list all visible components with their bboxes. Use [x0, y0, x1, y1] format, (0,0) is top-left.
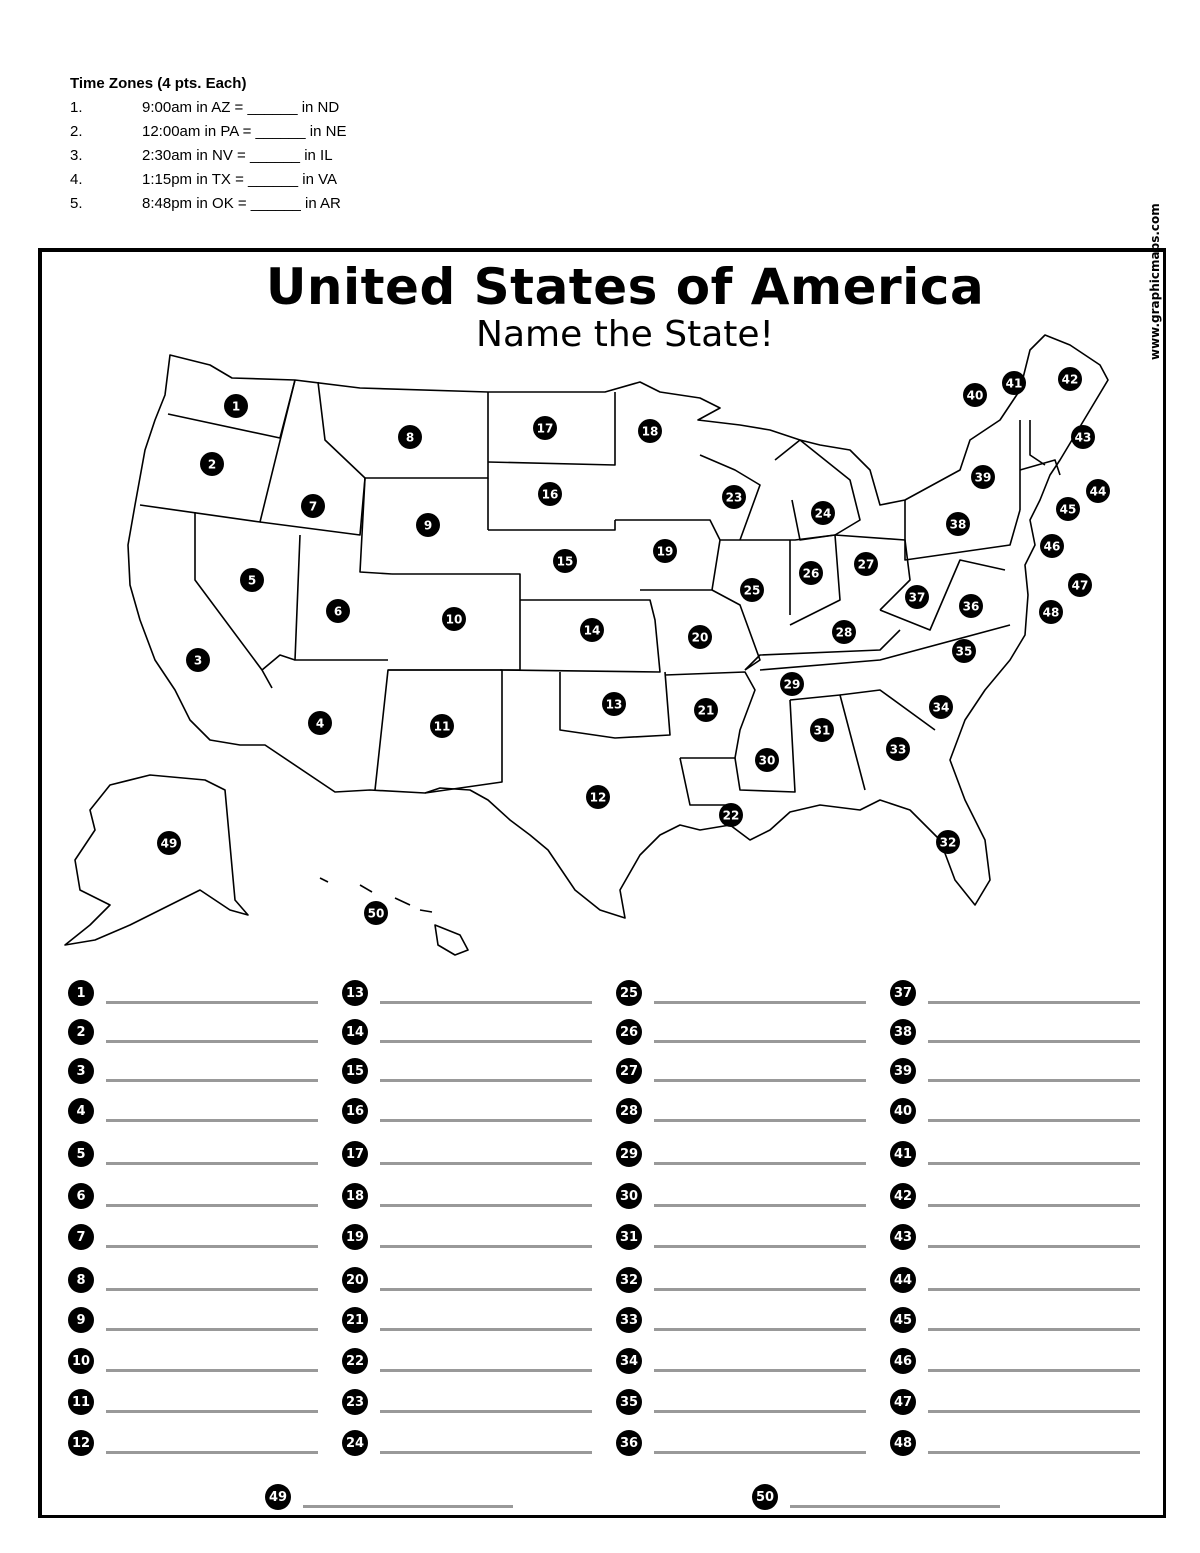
- answer-number-badge: 29: [616, 1141, 642, 1167]
- answer-item-6: [68, 1181, 318, 1209]
- answer-item-20: [342, 1265, 592, 1293]
- marker-number: 3: [193, 653, 203, 668]
- answer-blank-line[interactable]: [106, 1001, 318, 1004]
- answer-number-badge: 46: [890, 1348, 916, 1374]
- answer-blank-line[interactable]: [928, 1328, 1140, 1331]
- answer-item-30: [616, 1181, 866, 1209]
- answer-number-badge: 12: [68, 1430, 94, 1456]
- map-credit: www.graphicmaps.com: [1148, 203, 1162, 360]
- answer-item-14: [342, 1017, 592, 1045]
- marker-number: 28: [835, 625, 853, 640]
- answer-blank-line[interactable]: [106, 1369, 318, 1372]
- marker-number: 4: [315, 716, 325, 731]
- answer-item-22: [342, 1346, 592, 1374]
- answer-item-34: [616, 1346, 866, 1374]
- marker-number: 48: [1042, 605, 1060, 620]
- answer-number-badge: 31: [616, 1224, 642, 1250]
- marker-number: 9: [423, 518, 433, 533]
- answer-number-badge: 17: [342, 1141, 368, 1167]
- answer-item-12: [68, 1428, 318, 1456]
- answer-blank-line[interactable]: [654, 1369, 866, 1372]
- marker-number: 23: [725, 490, 743, 505]
- answer-number-badge: 1: [68, 980, 94, 1006]
- answer-item-8: [68, 1265, 318, 1293]
- answer-blank-line[interactable]: [654, 1204, 866, 1207]
- answer-blank-line[interactable]: [654, 1119, 866, 1122]
- answer-item-16: [342, 1096, 592, 1124]
- answer-number-badge: 32: [616, 1267, 642, 1293]
- marker-number: 25: [743, 583, 761, 598]
- answer-item-1: [68, 978, 318, 1006]
- answer-blank-line[interactable]: [380, 1410, 592, 1413]
- answer-item-28: [616, 1096, 866, 1124]
- answer-number-badge: 49: [265, 1484, 291, 1510]
- answer-number-badge: 33: [616, 1307, 642, 1333]
- answer-blank-line[interactable]: [654, 1328, 866, 1331]
- answer-blank-line[interactable]: [380, 1119, 592, 1122]
- tz-question-text: 8:48pm in OK = ______ in AR: [142, 195, 341, 212]
- answer-number-badge: 35: [616, 1389, 642, 1415]
- answer-item-42: [890, 1181, 1140, 1209]
- answer-blank-line[interactable]: [106, 1245, 318, 1248]
- marker-number: 35: [955, 644, 973, 659]
- answer-item-47: [890, 1387, 1140, 1415]
- answer-number-badge: 47: [890, 1389, 916, 1415]
- marker-number: 40: [966, 388, 984, 403]
- marker-number: 5: [247, 573, 257, 588]
- answer-blank-line[interactable]: [928, 1288, 1140, 1291]
- time-zones-title: Time Zones (4 pts. Each): [70, 75, 247, 92]
- answer-number-badge: 41: [890, 1141, 916, 1167]
- answer-blank-line[interactable]: [303, 1505, 513, 1508]
- answer-number-badge: 16: [342, 1098, 368, 1124]
- answer-item-24: [342, 1428, 592, 1456]
- answer-number-badge: 37: [890, 980, 916, 1006]
- tz-question-text: 2:30am in NV = ______ in IL: [142, 147, 333, 164]
- answer-number-badge: 9: [68, 1307, 94, 1333]
- answer-number-badge: 38: [890, 1019, 916, 1045]
- answer-item-15: [342, 1056, 592, 1084]
- answer-item-35: [616, 1387, 866, 1415]
- answer-blank-line[interactable]: [106, 1204, 318, 1207]
- answer-blank-line[interactable]: [380, 1162, 592, 1165]
- answer-blank-line[interactable]: [106, 1119, 318, 1122]
- answer-blank-line[interactable]: [928, 1119, 1140, 1122]
- answer-item-23: [342, 1387, 592, 1415]
- marker-number: 42: [1061, 372, 1079, 387]
- marker-number: 47: [1071, 578, 1089, 593]
- answer-item-45: [890, 1305, 1140, 1333]
- answer-item-36: [616, 1428, 866, 1456]
- answer-number-badge: 5: [68, 1141, 94, 1167]
- answer-item-38: [890, 1017, 1140, 1045]
- answer-number-badge: 39: [890, 1058, 916, 1084]
- marker-number: 8: [405, 430, 415, 445]
- tz-question-number: 2.: [70, 123, 83, 140]
- answer-blank-line[interactable]: [106, 1410, 318, 1413]
- answer-number-badge: 6: [68, 1183, 94, 1209]
- marker-number: 21: [697, 703, 715, 718]
- answer-item-32: [616, 1265, 866, 1293]
- answer-number-badge: 40: [890, 1098, 916, 1124]
- answer-blank-line[interactable]: [380, 1288, 592, 1291]
- answer-number-badge: 21: [342, 1307, 368, 1333]
- answer-item-18: [342, 1181, 592, 1209]
- answer-number-badge: 22: [342, 1348, 368, 1374]
- marker-number: 19: [656, 544, 674, 559]
- answer-item-37: [890, 978, 1140, 1006]
- marker-number: 1: [231, 399, 241, 414]
- answer-blank-line[interactable]: [790, 1505, 1000, 1508]
- marker-number: 11: [433, 719, 451, 734]
- answer-item-29: [616, 1139, 866, 1167]
- marker-number: 36: [962, 599, 980, 614]
- marker-number: 27: [857, 557, 875, 572]
- answer-number-badge: 50: [752, 1484, 778, 1510]
- tz-question-number: 5.: [70, 195, 83, 212]
- answer-number-badge: 14: [342, 1019, 368, 1045]
- answer-item-41: [890, 1139, 1140, 1167]
- answer-number-badge: 30: [616, 1183, 642, 1209]
- answer-blank-line[interactable]: [380, 1001, 592, 1004]
- marker-number: 46: [1043, 539, 1061, 554]
- marker-number: 2: [207, 457, 217, 472]
- marker-number: 14: [583, 623, 601, 638]
- marker-number: 31: [813, 723, 831, 738]
- marker-number: 13: [605, 697, 623, 712]
- answer-number-badge: 45: [890, 1307, 916, 1333]
- tz-question-number: 4.: [70, 171, 83, 188]
- answer-blank-line[interactable]: [654, 1040, 866, 1043]
- answer-item-33: [616, 1305, 866, 1333]
- answer-blank-line[interactable]: [380, 1079, 592, 1082]
- marker-number: 33: [889, 742, 907, 757]
- answer-item-2: [68, 1017, 318, 1045]
- marker-number: 44: [1089, 484, 1107, 499]
- answer-item-40: [890, 1096, 1140, 1124]
- answer-item-10: [68, 1346, 318, 1374]
- answer-blank-line[interactable]: [928, 1162, 1140, 1165]
- marker-number: 20: [691, 630, 709, 645]
- answer-number-badge: 28: [616, 1098, 642, 1124]
- answer-number-badge: 15: [342, 1058, 368, 1084]
- answer-number-badge: 48: [890, 1430, 916, 1456]
- marker-number: 45: [1059, 502, 1077, 517]
- marker-number: 26: [802, 566, 820, 581]
- marker-number: 30: [758, 753, 776, 768]
- answer-number-badge: 42: [890, 1183, 916, 1209]
- tz-question-number: 3.: [70, 147, 83, 164]
- answer-number-badge: 10: [68, 1348, 94, 1374]
- answer-item-25: [616, 978, 866, 1006]
- answer-item-5: [68, 1139, 318, 1167]
- marker-number: 49: [160, 836, 178, 851]
- answer-blank-line[interactable]: [654, 1288, 866, 1291]
- answer-blank-line[interactable]: [654, 1001, 866, 1004]
- answer-item-13: [342, 978, 592, 1006]
- answer-item-9: [68, 1305, 318, 1333]
- answer-number-badge: 20: [342, 1267, 368, 1293]
- marker-number: 34: [932, 700, 950, 715]
- marker-number: 12: [589, 790, 607, 805]
- answer-number-badge: 8: [68, 1267, 94, 1293]
- worksheet-title: United States of America: [265, 258, 985, 316]
- tz-question-text: 9:00am in AZ = ______ in ND: [142, 99, 340, 116]
- answer-number-badge: 44: [890, 1267, 916, 1293]
- marker-number: 22: [722, 808, 740, 823]
- answer-number-badge: 43: [890, 1224, 916, 1250]
- answer-number-badge: 25: [616, 980, 642, 1006]
- answer-number-badge: 26: [616, 1019, 642, 1045]
- answer-blank-line[interactable]: [654, 1451, 866, 1454]
- marker-number: 39: [974, 470, 992, 485]
- marker-number: 17: [536, 421, 554, 436]
- answer-blank-line[interactable]: [106, 1079, 318, 1082]
- answer-blank-line[interactable]: [380, 1040, 592, 1043]
- answer-blank-line[interactable]: [654, 1410, 866, 1413]
- answer-blank-line[interactable]: [106, 1451, 318, 1454]
- answer-item-19: [342, 1222, 592, 1250]
- answer-item-48: [890, 1428, 1140, 1456]
- answer-item-3: [68, 1056, 318, 1084]
- marker-number: 50: [367, 906, 385, 921]
- answer-blank-line[interactable]: [380, 1245, 592, 1248]
- answer-item-17: [342, 1139, 592, 1167]
- marker-number: 32: [939, 835, 957, 850]
- answer-item-11: [68, 1387, 318, 1415]
- answer-item-31: [616, 1222, 866, 1250]
- answer-blank-line[interactable]: [654, 1162, 866, 1165]
- answer-item-44: [890, 1265, 1140, 1293]
- answer-blank-line[interactable]: [928, 1451, 1140, 1454]
- marker-number: 10: [445, 612, 463, 627]
- answer-item-21: [342, 1305, 592, 1333]
- marker-number: 41: [1005, 376, 1023, 391]
- answer-item-43: [890, 1222, 1140, 1250]
- answer-number-badge: 34: [616, 1348, 642, 1374]
- answer-blank-line[interactable]: [654, 1245, 866, 1248]
- answer-blank-line[interactable]: [928, 1369, 1140, 1372]
- answer-number-badge: 36: [616, 1430, 642, 1456]
- tz-question-text: 1:15pm in TX = ______ in VA: [142, 171, 337, 188]
- answer-number-badge: 13: [342, 980, 368, 1006]
- answer-blank-line[interactable]: [928, 1204, 1140, 1207]
- marker-number: 7: [308, 499, 318, 514]
- answer-item-7: [68, 1222, 318, 1250]
- answer-blank-line[interactable]: [106, 1162, 318, 1165]
- answer-blank-line[interactable]: [380, 1204, 592, 1207]
- answer-item-39: [890, 1056, 1140, 1084]
- answer-blank-line[interactable]: [380, 1451, 592, 1454]
- marker-number: 38: [949, 517, 967, 532]
- answer-number-badge: 19: [342, 1224, 368, 1250]
- answer-blank-line[interactable]: [106, 1328, 318, 1331]
- marker-number: 43: [1074, 430, 1092, 445]
- answer-item-26: [616, 1017, 866, 1045]
- answer-item-4: [68, 1096, 318, 1124]
- answer-blank-line[interactable]: [928, 1001, 1140, 1004]
- answer-number-badge: 4: [68, 1098, 94, 1124]
- marker-number: 24: [814, 506, 832, 521]
- answer-number-badge: 7: [68, 1224, 94, 1250]
- answer-item-49: [265, 1482, 513, 1510]
- marker-number: 29: [783, 677, 801, 692]
- answer-number-badge: 24: [342, 1430, 368, 1456]
- marker-number: 18: [641, 424, 659, 439]
- answer-number-badge: 2: [68, 1019, 94, 1045]
- answer-number-badge: 18: [342, 1183, 368, 1209]
- answer-number-badge: 3: [68, 1058, 94, 1084]
- answer-blank-line[interactable]: [928, 1040, 1140, 1043]
- answer-item-46: [890, 1346, 1140, 1374]
- answer-item-50: [752, 1482, 1000, 1510]
- answer-blank-line[interactable]: [928, 1079, 1140, 1082]
- answer-blank-line[interactable]: [928, 1245, 1140, 1248]
- answer-item-27: [616, 1056, 866, 1084]
- answer-number-badge: 11: [68, 1389, 94, 1415]
- answer-number-badge: 23: [342, 1389, 368, 1415]
- marker-number: 6: [333, 604, 343, 619]
- marker-number: 15: [556, 554, 574, 569]
- answer-blank-line[interactable]: [106, 1288, 318, 1291]
- worksheet-subtitle: Name the State!: [476, 314, 774, 355]
- answer-blank-line[interactable]: [380, 1328, 592, 1331]
- answer-blank-line[interactable]: [654, 1079, 866, 1082]
- answer-number-badge: 27: [616, 1058, 642, 1084]
- answer-blank-line[interactable]: [380, 1369, 592, 1372]
- tz-question-text: 12:00am in PA = ______ in NE: [142, 123, 347, 140]
- tz-question-number: 1.: [70, 99, 83, 116]
- marker-number: 16: [541, 487, 559, 502]
- answer-blank-line[interactable]: [106, 1040, 318, 1043]
- answer-blank-line[interactable]: [928, 1410, 1140, 1413]
- marker-number: 37: [908, 590, 926, 605]
